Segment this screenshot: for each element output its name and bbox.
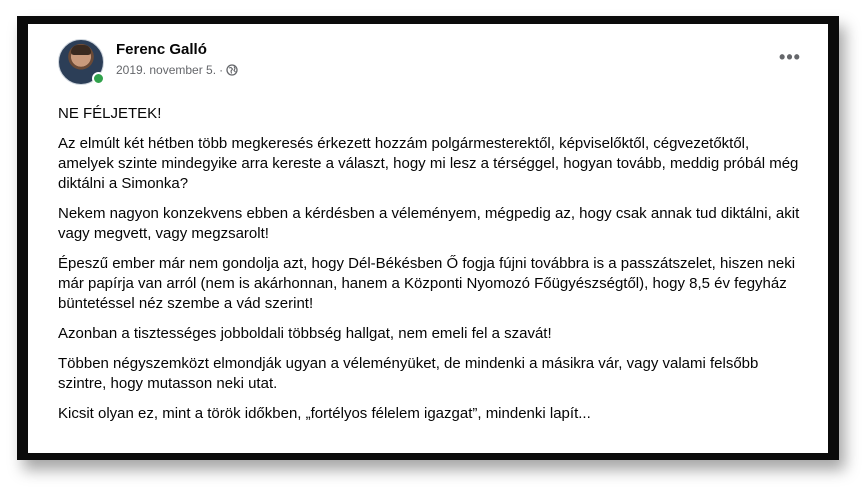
post-header	[44, 39, 812, 89]
post-paragraph: Azonban a tisztességes jobboldali többség hallgat, nem emeli fel a szavát!	[58, 325, 552, 342]
post-paragraph: Nekem nagyon konzekvens ebben a kérdésben a véleményem, mégpedig az, hogy csak annak tud diktálni, akit vagy megvett, vagy megzsarolt!	[58, 205, 800, 242]
post-card	[28, 24, 828, 453]
screenshot-frame	[17, 16, 839, 460]
post-body	[58, 104, 808, 434]
author-name[interactable]: Ferenc Galló	[116, 41, 207, 58]
post-paragraph: Többen négyszemközt elmondják ugyan a véleményüket, de mindenki a másikra vár, vagy valami felsőbb szintre, hogy mutasson neki utat.	[58, 355, 759, 392]
meta-separator: ·	[219, 63, 224, 77]
more-options-button[interactable]: •••	[779, 46, 801, 67]
online-status-indicator	[92, 72, 105, 85]
avatar-hair	[71, 45, 91, 55]
post-paragraph: Kicsit olyan ez, mint a török időkben, „fortélyos félelem igazgat”, mindenki lapít...	[58, 405, 591, 422]
post-date[interactable]: 2019. november 5.	[116, 63, 217, 77]
post-paragraph: Épeszű ember már nem gondolja azt, hogy Dél-Békésben Ő fogja fújni továbbra is a passzátszelet, hiszen neki már papírja van arról (nem is akárhonnan, hanem a Központi Nyomozó Főügyészségtől), hogy 8,5 év fegyház büntetéssel néz szembe a vád szerint!	[58, 255, 796, 312]
post-paragraph: Az elmúlt két hétben több megkeresés érkezett hozzám polgármesterektől, képviselőktől, cégvezetőktől, amelyek szinte mindegyike arra kereste a választ, hogy mi lesz a térséggel, hogyan tovább, meddig próbál még diktálni a Simonka?	[58, 135, 799, 192]
post-paragraph: NE FÉLJETEK!	[58, 105, 162, 122]
post-meta	[116, 63, 238, 77]
globe-icon[interactable]	[226, 64, 238, 76]
